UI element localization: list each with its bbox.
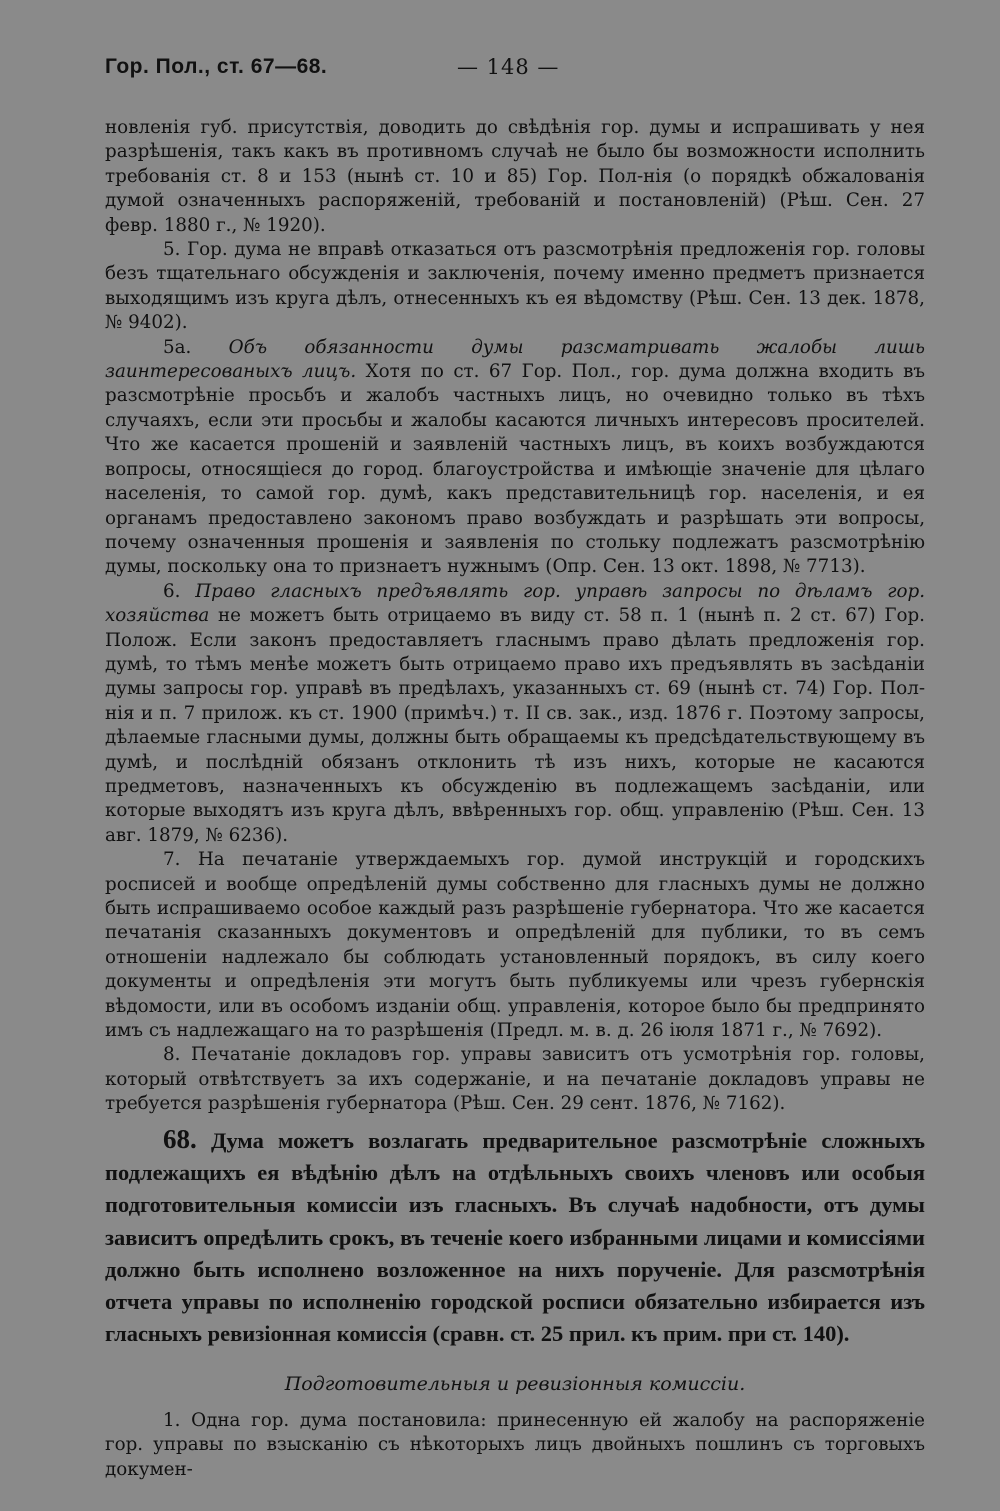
running-header [105, 55, 925, 89]
paragraph-1: 1. Одна гор. дума постановила: принесенную ей жалобу на распоряженіе гор. управы по взысканію съ нѣкоторыхъ лицъ двойныхъ пошлинъ съ торговыхъ докумен- [105, 1409, 925, 1480]
paragraph-6-number: 6. [163, 580, 181, 602]
paragraph-5a-text: Хотя по ст. 67 Гор. Пол., гор. дума должна входить въ разсмотрѣніе просьбъ и жалобъ частныхъ лицъ, но очевидно только въ тѣхъ случаяхъ, если эти просьбы и жалобы касаются личныхъ интересовъ просителей. Что же касается прошеній и заявленій частныхъ лицъ, въ коихъ возбуждаются вопросы, относящіеся до город. благоустройства и имѣющіе значеніе для цѣлаго населенія, то самой гор. думѣ, какъ представительницѣ гор. населенія, и ея органамъ предоставлено закономъ право возбуждать и разрѣшать эти вопросы, почему означенныя прошенія и заявленія по стольку подлежатъ разсмотрѣнію думы, поскольку она то признаетъ нужнымъ (Опр. Сен. 13 окт. 1898, № 7713). [105, 361, 926, 578]
paragraph-7: 7. На печатаніе утверждаемыхъ гор. думой инструкцій и городскихъ росписей и вообще опредѣленій думы собственно для гласныхъ думы не должно быть испрашиваемо особое каждый разъ разрѣшеніе губернатора. Что же касается печатанія сказанныхъ документовъ и опредѣленій для публики, то въ семъ отношеніи надлежало бы соблюдать установленный порядокъ, въ силу коего документы и опредѣленія эти могутъ быть публикуемы или чрезъ губернскія вѣдомости, или въ особомъ изданіи общ. управленія, которое было бы предпринято имъ съ надлежащаго на то разрѣшенія (Предл. м. в. д. 26 іюля 1871 г., № 7692). [105, 849, 925, 1042]
section-reference: Гор. Пол., ст. 67—68. [105, 55, 328, 78]
article-68 [105, 1123, 925, 1351]
paragraph-6-title: Право гласныхъ предъявлять гор. управѣ запросы по дѣламъ гор. хозяйства [105, 580, 926, 627]
paragraph-6-text: не можетъ быть отрицаемо въ виду ст. 58 п. 1 (нынѣ п. 2 ст. 67) Гор. Полож. Если законъ предоставляетъ гласнымъ право дѣлать предложенія гор. думѣ, то тѣмъ менѣе можетъ быть отрицаемо право ихъ предъявлять въ засѣданіи думы запросы гор. управѣ въ предѣлахъ, указанныхъ ст. 69 (нынѣ ст. 74) Гор. Пол-нія и п. 7 прилож. къ ст. 1900 (примѣч.) т. II св. зак., изд. 1876 г. Поэтому запросы, дѣлаемые гласными думы, должны быть обращаемы къ предсѣдательствующему въ думѣ, и послѣдній обязанъ отклонить тѣ изъ нихъ, которые не касаются предметовъ, назначенныхъ къ обсужденію въ подлежащемъ засѣданіи, или которые выходятъ изъ круга дѣлъ, ввѣренныхъ гор. общ. управленію (Рѣш. Сен. 13 авг. 1879, № 6236). [105, 605, 925, 846]
paragraph-5a-title: Объ обязанности думы разсматривать жалобы лишь заинтересованыхъ лицъ. [105, 336, 925, 383]
page-number: — 148 — [457, 55, 560, 79]
article-68-number: 68. [163, 1123, 197, 1154]
article-68-text: Дума можетъ возлагать предварительное разсмотрѣніе сложныхъ подлежащихъ ея вѣдѣнію дѣлъ на отдѣльныхъ своихъ членовъ или особыя подготовительныя комиссіи изъ гласныхъ. Въ случаѣ надобности, отъ думы зависитъ опредѣлить срокъ, въ теченіе коего избранными лицами и комиссіями должно быть исполнено возложенное на нихъ порученіе. Для разсмотрѣнія отчета управы по исполненію городской росписи обязательно избирается изъ гласныхъ ревизіонная комиссія (сравн. ст. 25 прил. къ прим. при ст. 140). [105, 1127, 926, 1347]
paragraph-continuation: новленія губ. присутствія, доводить до свѣдѣнія гор. думы и испрашивать у нея разрѣшенія, такъ какъ въ противномъ случаѣ не было бы возможности исполнить требованія ст. 8 и 153 (нынѣ ст. 10 и 85) Гор. Пол-нія (о порядкѣ обжалованія думой означенныхъ распоряженій, требованій и постановленій) (Рѣш. Сен. 27 февр. 1880 г., № 1920). [105, 117, 925, 236]
page-body [105, 116, 925, 1482]
paragraph-5a [105, 336, 925, 580]
paragraph-5: 5. Гор. дума не вправѣ отказаться отъ разсмотрѣнія предложенія гор. головы безъ тщательнаго обсужденія и заключенія, почему именно предметъ признается выходящимъ изъ круга дѣлъ, отнесенныхъ къ ея вѣдомству (Рѣш. Сен. 13 дек. 1878, № 9402). [105, 239, 925, 334]
section-subheading: Подготовительныя и ревизіонныя комиссіи. [284, 1372, 746, 1395]
paragraph-5a-number: 5а. [163, 336, 192, 358]
paragraph-8: 8. Печатаніе докладовъ гор. управы зависитъ отъ усмотрѣнія гор. головы, который отвѣтствуетъ за ихъ содержаніе, и на печатаніе докладовъ управы не требуется разрѣшенія губернатора (Рѣш. Сен. 29 сент. 1876, № 7162). [105, 1044, 925, 1115]
paragraph-6 [105, 580, 925, 848]
